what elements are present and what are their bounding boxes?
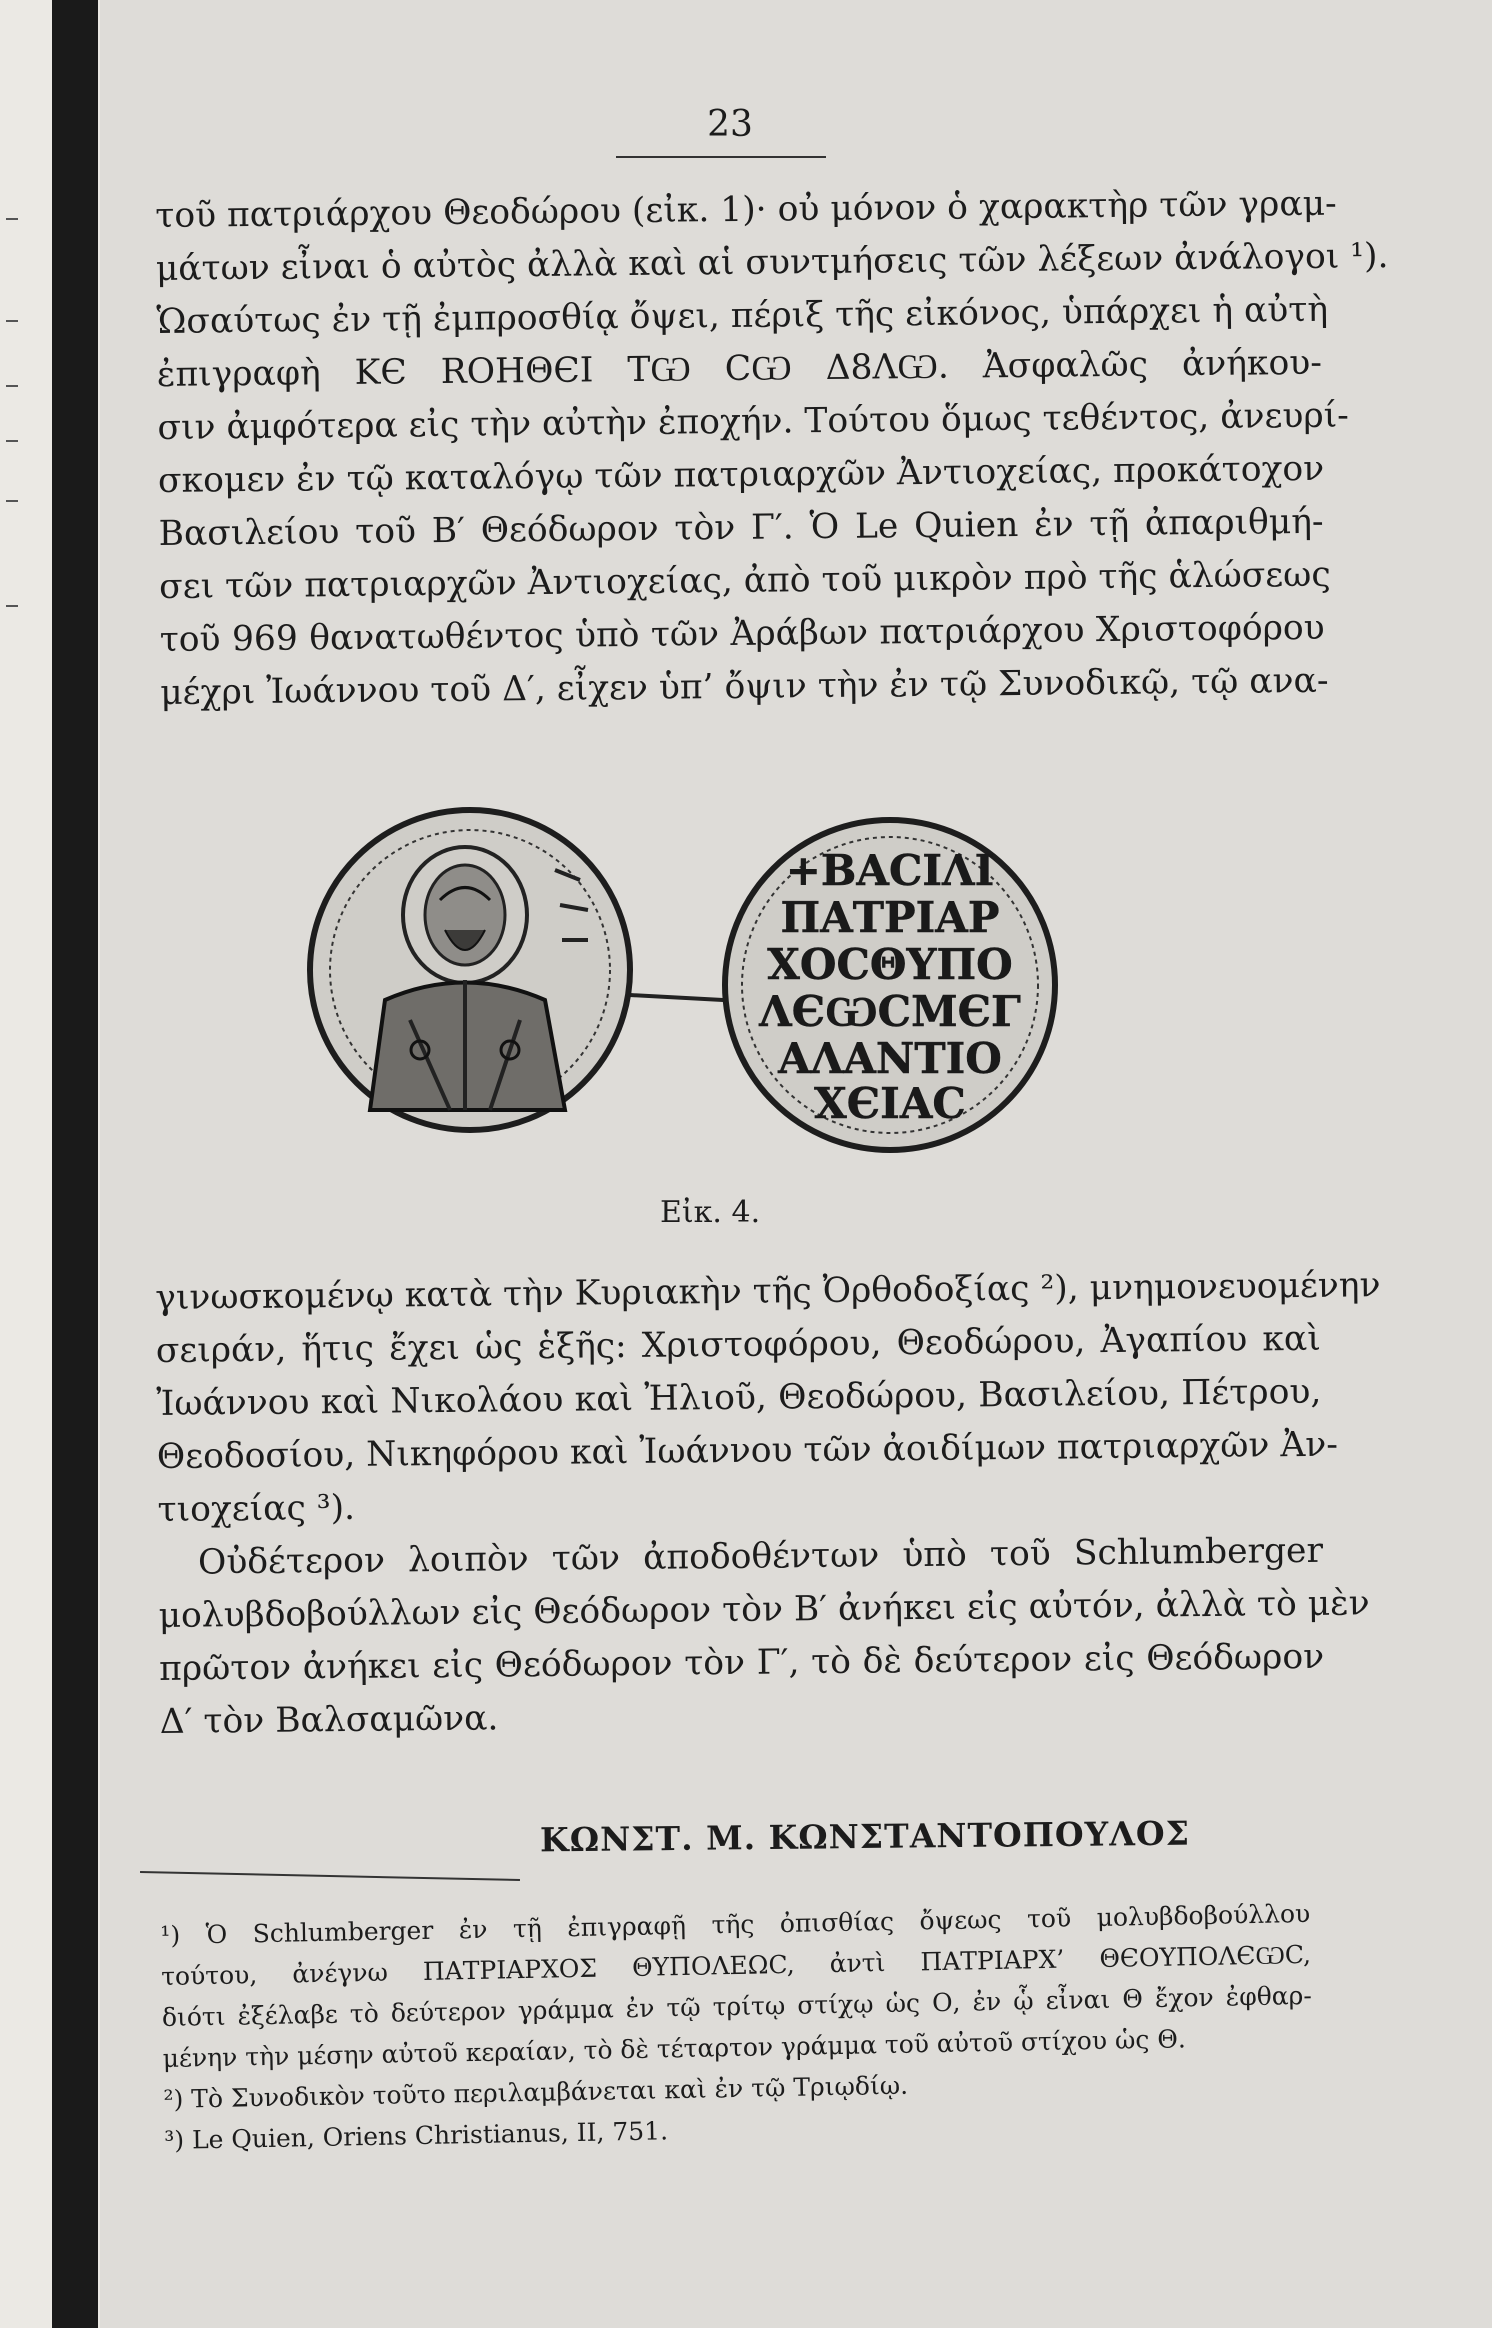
footnote-line: τούτου, ἀνέγνω ΠΑΤΡΙΑΡΧΟΣ ΘΥΠΟΛΕΩC, ἀντὶ ΠΑΤΡΙΑΡΧ’ ΘЄΟΥΠΟΛЄѠC, (160, 1939, 1312, 1991)
text-line: σειράν, ἥτις ἔχει ὡς ἑξῆς: Χριστοφόρου, Θεοδώρου, Ἀγαπίου καὶ (155, 1318, 1321, 1371)
book-spine-shadow (52, 0, 98, 2328)
seal-reverse-image (725, 820, 1055, 1150)
footnote-line: διότι ἐξέλαβε τὸ δεύτερον γράμμα ἐν τῷ τρίτῳ στίχῳ ὡς Ο, ἐν ᾧ εἶναι Θ ἔχον ἐφθαρ- (161, 1980, 1313, 2032)
footnote-line: ¹) Ὁ Schlumberger ἐν τῇ ἐπιγραφῇ τῆς ὀπισθίας ὄψεως τοῦ μολυβδοβούλλου (160, 1898, 1311, 1950)
text-line: μέχρι Ἰωάννου τοῦ Δ′, εἶχεν ὑπ’ ὄψιν τὴν ἐν τῷ Συνοδικῷ, τῷ ανα- (160, 660, 1329, 713)
text-line: Ὡσαύτως ἐν τῇ ἐμπροσθίᾳ ὄψει, πέριξ τῆς εἰκόνος, ὑπάρχει ἡ αὐτὴ (156, 289, 1329, 342)
footnote-line: μένην τὴν μέσην αὐτοῦ κεραίαν, τὸ δὲ τέταρτον γράμμα τοῦ αὐτοῦ στίχου ὡς Θ. (162, 2024, 1187, 2073)
figure-caption: Εἰκ. 4. (660, 1195, 761, 1230)
text-line: Θεοδοσίου, Νικηφόρου καὶ Ἰωάννου τῶν ἀοιδίμων πατριαρχῶν Ἀν- (156, 1424, 1339, 1477)
footnote-line: ²) Τὸ Συνοδικὸν τοῦτο περιλαμβάνεται καὶ ἐν τῷ Τριῳδίῳ. (163, 2070, 909, 2114)
text-line: γινωσκομένῳ κατὰ τὴν Κυριακὴν τῆς Ὀρθοδοξίας ²), μνημονευομένην (155, 1265, 1381, 1318)
seal-obverse-image (310, 810, 630, 1130)
footnote-rule (140, 1871, 520, 1881)
text-line: μάτων εἶναι ὁ αὐτὸς ἀλλὰ καὶ αἱ συντμήσεις τῶν λέξεων ἀνάλογοι ¹). (155, 236, 1389, 289)
footnote-line: ³) Le Quien, Oriens Christianus, II, 751. (164, 2116, 669, 2155)
text-line: Οὐδέτερον λοιπὸν τῶν ἀποδοθέντων ὑπὸ τοῦ Schlumberger (197, 1530, 1324, 1583)
text-line: σκομεν ἐν τῷ καταλόγῳ τῶν πατριαρχῶν Ἀντιοχείας, προκάτοχον (157, 448, 1325, 501)
seal-legend-line: ΑΛΑΝΤΙΟ (778, 1034, 1002, 1083)
seal-legend-line: ΠΑΤΡΙΑΡ (780, 893, 1000, 942)
text-line: Δ′ τὸν Βαλσαμῶνα. (159, 1698, 499, 1742)
text-line: σει τῶν πατριαρχῶν Ἀντιοχείας, ἀπὸ τοῦ μικρὸν πρὸ τῆς ἁλώσεως (158, 554, 1331, 607)
body-text-upper (155, 178, 1389, 720)
text-line: τοῦ πατριάρχου Θεοδώρου (εἰκ. 1)· οὐ μόνον ὁ χαρακτὴρ τῶν γραμ- (155, 183, 1337, 236)
text-line: μολυβδοβούλλων εἰς Θεόδωρον τὸν Β′ ἀνήκει εἰς αὐτόν, ἀλλὰ τὸ μὲν (158, 1583, 1370, 1636)
text-line: Ἰωάννου καὶ Νικολάου καὶ Ἠλιοῦ, Θεοδώρου, Βασιλείου, Πέτρου, (156, 1371, 1322, 1424)
body-text-lower (155, 1260, 1381, 1749)
seal-legend-line: ΧΟCΘΥΠΟ (767, 940, 1013, 989)
text-line: ἐπιγραφὴ ΚЄ ROHΘЄΙ ΤѠ CѠ Δ8ΛѠ. Ἀσφαλῶς ἀνήκου- (156, 342, 1323, 395)
author-signature: ΚΩΝΣΤ. Μ. ΚΩΝΣΤΑΝΤΟΠΟΥΛΟΣ (539, 1813, 1191, 1860)
page-number: 23 (707, 104, 753, 145)
text-line: τιοχείας ³). (157, 1487, 356, 1530)
footnotes (160, 1893, 1315, 2161)
header-rule (616, 156, 826, 158)
seal-figure (300, 780, 1100, 1160)
text-line: σιν ἀμφότερα εἰς τὴν αὐτὴν ἐποχήν. Τούτου ὅμως τεθέντος, ἀνευρί- (157, 395, 1350, 448)
text-line: πρῶτον ἀνήκει εἰς Θεόδωρον τὸν Γ′, τὸ δὲ δεύτερον εἰς Θεόδωρον (158, 1636, 1325, 1689)
text-line: Βασιλείου τοῦ Β′ Θεόδωρον τὸν Γ′. Ὁ Le Quien ἐν τῇ ἀπαριθμή- (158, 501, 1324, 554)
seal-legend-line: +ΒΑCΙΛΙ (785, 846, 995, 895)
seal-legend-line: ΧЄΙΑC (814, 1079, 966, 1128)
text-line: τοῦ 969 θανατωθέντος ὑπὸ τῶν Ἀράβων πατριάρχου Χριστοφόρου (159, 607, 1325, 660)
seal-legend-line: ΛЄѠCΜЄΓ (759, 987, 1021, 1036)
